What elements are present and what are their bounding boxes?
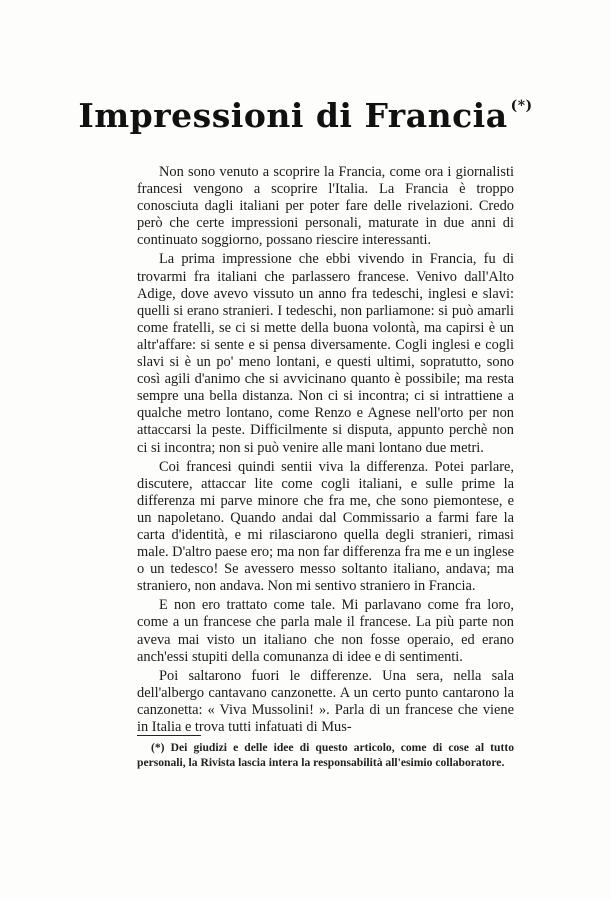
paragraph-5: Poi saltarono fuori le differenze. Una sera, nella sala dell'albergo cantavano canzonette. A un certo punto cantarono la canzonetta: « Viva Mussolini! ». Parla di un francese che viene in Italia e trova tutti infatuati di Mus- (137, 667, 514, 735)
title-footnote-mark: (*) (510, 98, 533, 114)
footnote (137, 740, 514, 770)
footnote-text: (*) Dei giudizi e delle idee di questo articolo, come di cose al tutto personali, la Rivista lascia intera la responsabilità all'esimio collaboratore. (137, 741, 514, 769)
footnote-divider (137, 735, 201, 736)
paragraph-1: Non sono venuto a scoprire la Francia, come ora i giornalisti francesi vengono a scoprire l'Italia. La Francia è troppo conosciuta dagli italiani per poter fare delle rivelazioni. Credo però che certe impressioni personali, maturate in due anni di continuato soggiorno, possano riescire interessanti. (137, 164, 514, 249)
paragraph-3: Coi francesi quindi sentii viva la differenza. Potei parlare, discutere, attaccar lite come cogli italiani, e sulle prime la differenza mi parve minore che fra me, che sono piemontese, e un napoletano. Quando andai dal Commissario a farmi fare la carta d'identità, e mi rilasciarono quella degli stranieri, rimasi male. D'altro paese ero; ma non far differenza fra me e un inglese o un tedesco! Se avessero messo soltanto italiano, andava; ma straniero, non andava. Non mi sentivo straniero in Francia. (137, 458, 514, 595)
article-title-text: Impressioni di Francia (78, 96, 508, 135)
paragraph-2: La prima impressione che ebbi vivendo in Francia, fu di trovarmi fra italiani che parlassero francese. Venivo dall'Alto Adige, dove avevo vissuto un anno fra tedeschi, inglesi e slavi: quelli si erano stranieri. I tedeschi, non parliamone: si può amarli come fratelli, se ci si mette della buona volontà, ma capirsi è un altr'affare: si sente e si pensa diversamente. Cogli inglesi e cogli slavi si è un po' meno lontani, e questi ultimi, sopratutto, sono così agili d'animo che si avvicinano quanto è possibile; ma resta sempre una bella distanza. Non ci si incontra; ci si intrattiene a qualche metro lontano, come Renzo e Agnese nell'orto per non attaccarsi la peste. Difficilmente si disputa, appunto perchè non ci si incontra; non si può venire alle mani lontano due metri. (137, 251, 514, 456)
article-title (0, 96, 611, 135)
paragraph-4: E non ero trattato come tale. Mi parlavano come fra loro, come a un francese che parla male il francese. La più parte non aveva mai visto un italiano che non fosse operaio, ed erano anch'essi stupiti della comunanza di idee e di sentimenti. (137, 597, 514, 665)
article-body (137, 164, 514, 738)
